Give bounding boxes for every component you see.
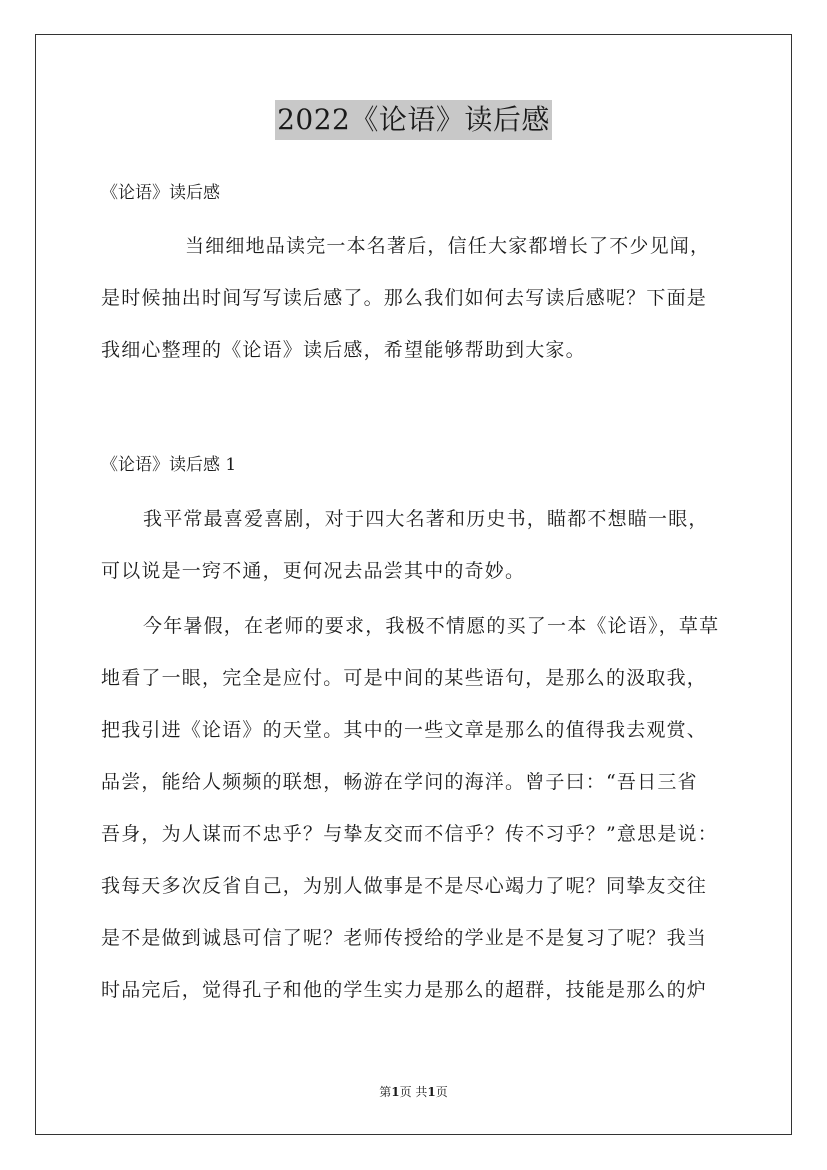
- paragraph-line: 我平常最喜爱喜剧，对于四大名著和历史书，瞄都不想瞄一眼，: [143, 508, 709, 530]
- title-container: [0, 100, 827, 140]
- paragraph-line: 可以说是一窍不通，更何况去品尝其中的奇妙。: [101, 560, 526, 582]
- document-title: 2022《论语》读后感: [275, 100, 552, 140]
- paragraph-line: 吾身，为人谋而不忠乎？与挚友交而不信乎？传不习乎？”意思是说：: [101, 823, 718, 845]
- intro-line: 当细细地品读完一本名著后，信任大家都增长了不少见闻，: [185, 235, 711, 257]
- paragraph-line: 时品完后，觉得孔子和他的学生实力是那么的超群，技能是那么的炉: [101, 979, 708, 1001]
- document-subtitle: 《论语》读后感: [101, 183, 220, 203]
- paragraph-1: [101, 493, 741, 597]
- intro-line: 我细心整理的《论语》读后感，希望能够帮助到大家。: [101, 339, 586, 361]
- page-prefix: 第: [379, 1085, 392, 1099]
- intro-paragraph: [101, 220, 741, 376]
- intro-line: 是时候抽出时间写写读后感了。那么我们如何去写读后感呢？下面是: [101, 287, 708, 309]
- page-total: 1: [427, 1085, 436, 1099]
- page-suffix: 页: [435, 1085, 448, 1099]
- page-current: 1: [391, 1085, 400, 1099]
- paragraph-line: 是不是做到诚恳可信了呢？老师传授给的学业是不是复习了呢？我当: [101, 927, 708, 949]
- paragraph-line: 品尝，能给人频频的联想，畅游在学问的海洋。曾子曰：“吾日三省: [101, 771, 698, 793]
- paragraph-line: 地看了一眼，完全是应付。可是中间的某些语句，是那么的汲取我，: [101, 667, 708, 689]
- paragraph-line: 把我引进《论语》的天堂。其中的一些文章是那么的值得我去观赏、: [101, 719, 708, 741]
- paragraph-2: [101, 600, 741, 1016]
- paragraph-line: 今年暑假，在老师的要求，我极不情愿的买了一本《论语》，草草: [143, 615, 720, 637]
- page-mid: 页 共: [399, 1085, 428, 1099]
- paragraph-line: 我每天多次反省自己，为别人做事是不是尽心竭力了呢？同挚友交往: [101, 875, 708, 897]
- section-heading: 《论语》读后感 1: [101, 455, 237, 475]
- page-footer: [0, 1084, 827, 1100]
